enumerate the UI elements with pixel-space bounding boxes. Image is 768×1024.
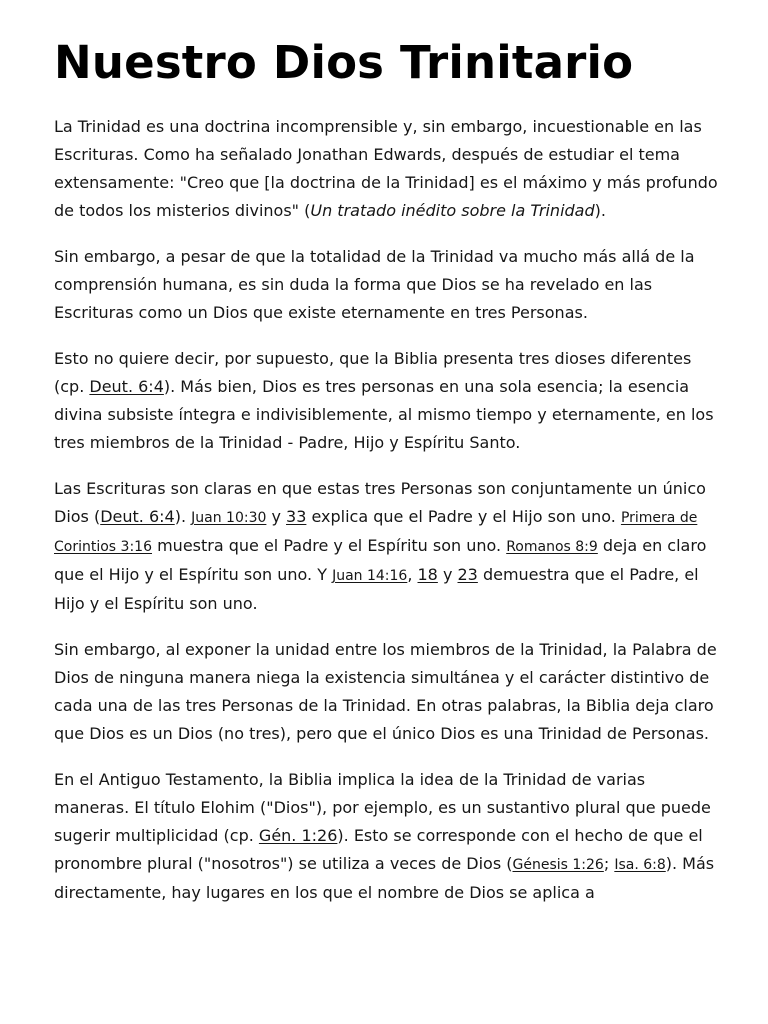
p4-text-6: deja en claro que el Hijo y el Espíritu son uno. Y: [54, 536, 707, 584]
page-title: Nuestro Dios Trinitario: [54, 36, 634, 89]
p4-text-9: demuestra que el Padre, el Hijo y el Espíritu son uno.: [54, 565, 699, 613]
link-isa-6-8[interactable]: Isa. 6:8: [614, 857, 666, 873]
p4-text-5: muestra que el Padre y el Espíritu son uno.: [152, 536, 507, 555]
paragraph-4: [54, 475, 718, 618]
p6-text-1: En el Antiguo Testamento, la Biblia implica la idea de la Trinidad de varias maneras. El título Elohim ("Dios"), por ejemplo, es un sustantivo plural que puede sugerir multiplicidad (cp.: [54, 770, 711, 845]
p4-text-4: explica que el Padre y el Hijo son uno.: [306, 507, 621, 526]
link-juan-10-33[interactable]: 33: [286, 507, 307, 526]
p4-text-7: ,: [407, 565, 418, 584]
link-juan-14-16[interactable]: Juan 14:16: [332, 568, 408, 584]
paragraph-5: [54, 636, 718, 748]
p4-text-2: ).: [174, 507, 192, 526]
link-genesis-1-26[interactable]: Génesis 1:26: [512, 857, 604, 873]
paragraph-2: [54, 243, 718, 327]
link-juan-14-23[interactable]: 23: [457, 565, 478, 584]
p4-text-3: y: [266, 507, 287, 526]
p6-text-2: ). Esto se corresponde con el hecho de que el pronombre plural ("nosotros") se utiliza a veces de Dios (: [54, 826, 703, 873]
p1-text: La Trinidad es una doctrina incomprensible y, sin embargo, incuestionable en las Escrituras. Como ha señalado Jonathan Edwards, después de estudiar el tema extensamente: "Creo que [la doctrina de la Trinidad] es el máximo y más profundo de todos los misterios divinos" (: [54, 117, 718, 220]
p6-text-3: ;: [603, 854, 615, 873]
p1-end: ).: [594, 201, 606, 220]
p3-text-2: ). Más bien, Dios es tres personas en una sola esencia; la esencia divina subsiste íntegra e indivisiblemente, al mismo tiempo y eternamente, en los tres miembros de la Trinidad - Padre, Hijo y Espíritu Santo.: [54, 377, 714, 452]
link-gen-1-26[interactable]: Gén. 1:26: [258, 826, 338, 845]
link-deut-6-4[interactable]: Deut. 6:4: [89, 377, 164, 396]
link-romanos-8-9[interactable]: Romanos 8:9: [506, 539, 598, 555]
paragraph-3: [54, 345, 718, 457]
p5-text: Sin embargo, al exponer la unidad entre los miembros de la Trinidad, la Palabra de Dios de ninguna manera niega la existencia simultánea y el carácter distintivo de cada una de las tres Personas de la Trinidad. En otras palabras, la Biblia deja claro que Dios es un Dios (no tres), pero que el único Dios es una Trinidad de Personas.: [54, 640, 717, 743]
link-juan-14-18[interactable]: 18: [417, 565, 438, 584]
p4-text-8: y: [437, 565, 458, 584]
p1-citation: Un tratado inédito sobre la Trinidad: [310, 201, 595, 220]
link-deut-6-4-b[interactable]: Deut. 6:4: [100, 507, 175, 526]
p4-text-1: Las Escrituras son claras en que estas tres Personas son conjuntamente un único Dios (: [54, 479, 706, 526]
paragraph-6: [54, 766, 718, 907]
p3-text-1: Esto no quiere decir, por supuesto, que la Biblia presenta tres dioses diferentes (cp.: [54, 349, 692, 396]
paragraph-1: [54, 113, 718, 225]
link-juan-10-30[interactable]: Juan 10:30: [191, 510, 267, 526]
p6-text-4: ). Más directamente, hay lugares en los que el nombre de Dios se aplica a: [54, 854, 715, 902]
link-1-corintios-3-16[interactable]: Primera de Corintios 3:16: [54, 510, 698, 555]
p2-text: Sin embargo, a pesar de que la totalidad de la Trinidad va mucho más allá de la comprensión humana, es sin duda la forma que Dios se ha revelado en las Escrituras como un Dios que existe eternamente en tres Personas.: [54, 247, 695, 322]
